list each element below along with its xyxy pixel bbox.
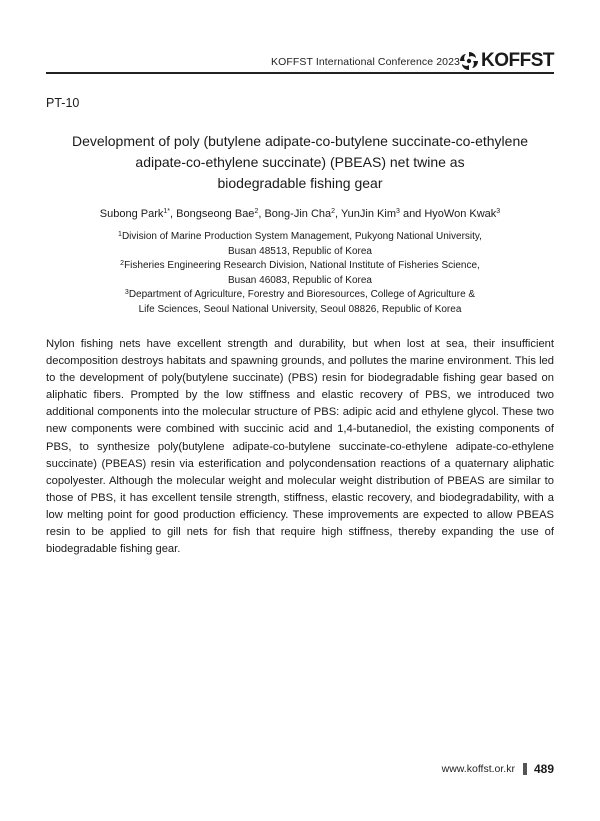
author-separator: ,	[170, 208, 177, 220]
author-name: HyoWon Kwak	[424, 208, 497, 220]
affiliation	[46, 230, 554, 259]
koffst-swirl-icon	[459, 51, 479, 71]
koffst-logo	[459, 50, 554, 72]
author-name: Bong-Jin Cha	[264, 208, 332, 220]
author-sup: 2	[254, 208, 259, 215]
affiliation-line: Department of Agriculture, Forestry and Bioresources, College of Agriculture &	[128, 289, 476, 301]
author-sup: 3	[395, 208, 400, 215]
affiliation-list	[46, 230, 554, 318]
footer-divider	[523, 763, 527, 775]
title-line: Development of poly (butylene adipate-co-butylene succinate-co-ethylene	[71, 133, 529, 149]
author-and: and	[399, 208, 425, 220]
paper-code: PT-10	[46, 96, 80, 110]
affiliation-sup: 1	[118, 231, 122, 238]
author-name: Subong Park	[99, 208, 164, 220]
page-number: 489	[533, 762, 554, 776]
affiliation-line: Busan 48513, Republic of Korea	[228, 245, 372, 257]
affiliation-sup: 2	[120, 260, 125, 268]
affiliation-line: Busan 46083, Republic of Korea	[228, 274, 372, 286]
affiliation	[46, 288, 554, 317]
header-rule	[46, 72, 554, 74]
author-sup: 3	[496, 208, 501, 215]
affiliation-line: Life Sciences, Seoul National University, Seoul 08826, Republic of Korea	[138, 303, 462, 315]
abstract-text: Nylon fishing nets have excellent strength and durability, but when lost at sea, their insufficient decomposition destroys habitats and spawning grounds, and pollutes the marine environment. This led to the development of poly(butylene succinate) (PBS) resin for biodegradable fishing gear based on aliphatic fibers. Prompted by the low stiffness and elastic recovery of PBS, we introduced two additional components into the molecular structure of PBS: adipic acid and ethylene glycol. These two new components were combined with succinic acid and 1,4-butanediol, the existing components of PBS, to synthesize poly(butylene adipate-co-butylene succinate-co-ethylene adipate-co-ethylene succinate) (PBEAS) resin via esterification and polycondensation reactions of a quaternary aliphatic copolyester. Although the molecular weight and molecular weight distribution of PBEAS are similar to those of PBS, it has excellent tensile strength, stiffness, elastic recovery, and biodegradability, with a low melting point for good production efficiency. These improvements are expected to allow PBEAS resin to be applied to gill nets for fish that require high stiffness, thereby expanding the use of biodegradable fishing gear.	[46, 338, 554, 556]
author-separator: ,	[258, 208, 265, 220]
author-separator: ,	[335, 208, 341, 220]
author-sup: 2	[331, 208, 336, 215]
affiliation-sup: 3	[124, 289, 129, 297]
author-name: YunJin Kim	[340, 208, 396, 220]
title-line: adipate-co-ethylene succinate) (PBEAS) net twine as	[135, 154, 465, 170]
paper-title	[46, 131, 554, 194]
website-link[interactable]: www.koffst.or.kr	[441, 763, 515, 775]
affiliation	[46, 259, 554, 288]
author-sup: 1*	[163, 208, 171, 215]
conference-name: KOFFST International Conference 2023	[270, 56, 460, 68]
author-list	[46, 207, 554, 221]
author-name: Bongseong Bae	[176, 208, 255, 220]
page-header	[46, 50, 554, 72]
title-line: biodegradable fishing gear	[217, 175, 383, 191]
affiliation-line: Fisheries Engineering Research Division, National Institute of Fisheries Science,	[124, 260, 480, 272]
logo-text: KOFFST	[481, 50, 554, 71]
affiliation-line: Division of Marine Production System Management, Pukyong National University,	[121, 231, 482, 242]
page-footer	[442, 761, 554, 777]
